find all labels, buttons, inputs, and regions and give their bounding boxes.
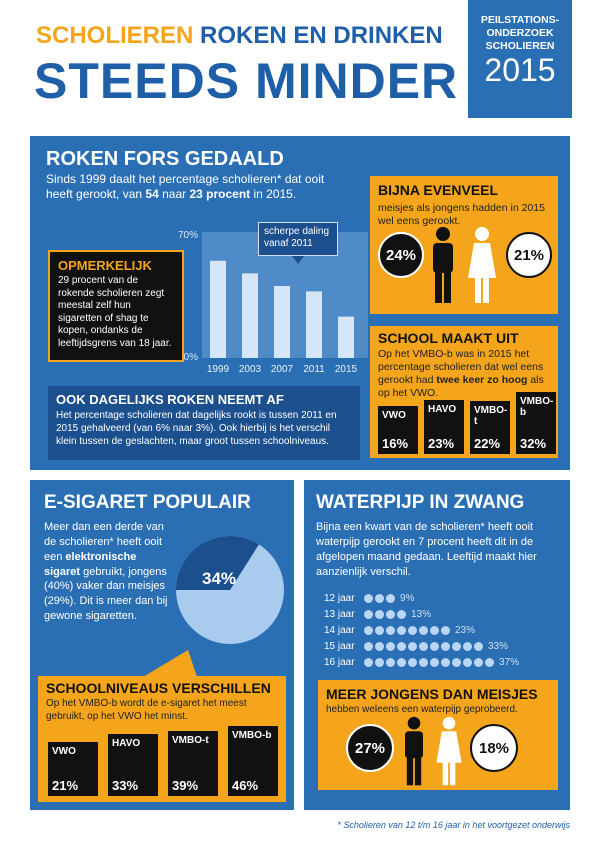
jongens-heading: MEER JONGENS DAN MEISJES (326, 686, 538, 702)
title-scholieren: SCHOLIEREN (36, 22, 194, 49)
boy-icon (428, 226, 458, 306)
age-dot (430, 658, 439, 667)
level-bar-vmbo-t (168, 731, 218, 796)
age-dot (408, 626, 417, 635)
boys-pct: 24% (385, 246, 417, 264)
school-text-a: Op het VMBO-b was in 2015 het percentage scholieren dat wel eens gerookt had (378, 348, 544, 387)
level-name: VMBO-t (474, 404, 508, 427)
level-name: VWO (382, 410, 406, 421)
age-row (324, 622, 560, 638)
age-dot (375, 610, 384, 619)
waterpijp-text: Bijna een kwart van de scholieren* heeft ooit waterpijp gerookt en 7 procent heeft dit in de afgelopen maand gedaan. Leeftijd maakt hier aanzienlijk verschil. (316, 521, 537, 578)
level-pct: 33% (112, 777, 139, 793)
dagelijks-text: Het percentage scholieren dat dagelijks rookt is tussen 2011 en 2015 gehalveerd (van 6% naar 3%). Ook hierbij is het verschil klein tussen de geslachten, maar groot tussen schoolniveaus. (56, 410, 337, 447)
age-dot (452, 658, 461, 667)
age-dot (386, 642, 395, 651)
title-line2: STEEDS MINDER (34, 53, 459, 109)
age-rows (324, 590, 560, 670)
age-dot (485, 658, 494, 667)
age-row (324, 638, 560, 654)
age-dot (441, 642, 450, 651)
level-bar-vmbo-b (228, 726, 278, 796)
jongens-boy-icon (400, 716, 428, 788)
level-pct: 39% (172, 777, 199, 793)
age-dot (364, 626, 373, 635)
level-name: VMBO-t (172, 734, 209, 746)
age-pct: 33% (488, 640, 509, 652)
badge-line1: PEILSTATIONS- (480, 14, 560, 26)
jongens-text: hebben weleens een waterpijp geprobeerd. (326, 704, 518, 715)
age-row (324, 654, 560, 670)
header (0, 0, 600, 130)
jongens-girls-pct: 18% (478, 739, 510, 757)
jongens-girl-icon (434, 716, 464, 788)
age-dot (408, 642, 417, 651)
school-text-c: als op het VWO. (378, 374, 544, 400)
bar-2015 (338, 317, 354, 358)
age-label: 12 jaar (324, 592, 355, 604)
age-pct: 9% (400, 592, 415, 604)
age-dot (463, 642, 472, 651)
age-dot (430, 642, 439, 651)
level-pct: 21% (52, 777, 79, 793)
evenveel-text: meisjes als jongens hadden in 2015 wel eens gerookt. (378, 202, 545, 228)
esig-text-a: Meer dan een derde van de scholieren* heeft ooit een (44, 521, 164, 563)
level-pct: 23% (428, 436, 455, 451)
age-dot (474, 642, 483, 651)
level-pct: 32% (520, 436, 547, 451)
pie-label: 34% (202, 569, 237, 588)
age-dot (364, 642, 373, 651)
badge-year: 2015 (484, 52, 556, 88)
age-label: 15 jaar (324, 640, 355, 652)
x-tick-2007: 2007 (270, 364, 294, 375)
evenveel-box (370, 176, 558, 314)
age-dot (375, 594, 384, 603)
roken-heading: ROKEN FORS GEDAALD (46, 148, 284, 170)
jongens-box (318, 680, 558, 790)
waterpijp-heading: WATERPIJP IN ZWANG (316, 492, 525, 513)
bar-2003 (242, 273, 258, 358)
jongens-boys-pct: 27% (354, 739, 386, 757)
school-box (370, 326, 558, 458)
waterpijp-panel (304, 480, 570, 810)
age-dot (386, 658, 395, 667)
level-bar-vwo (48, 742, 98, 796)
level-name: VWO (52, 746, 76, 758)
age-dot (397, 610, 406, 619)
roken-intro-a: Sinds 1999 daalt het percentage scholieren* dat ooit heeft gerookt, van (46, 172, 325, 201)
esig-text-b: elektronische sigaret (44, 550, 137, 578)
level-bar-havo (108, 734, 158, 796)
x-tick-1999: 1999 (206, 364, 230, 375)
level-bar-vmbo-t (470, 401, 510, 454)
title-line1 (36, 22, 443, 50)
esig-pie-chart (170, 530, 290, 650)
title-roken-en-drinken: ROKEN EN DRINKEN (200, 22, 443, 49)
level-bar-vmbo-b (516, 392, 556, 454)
badge-line2: ONDERZOEK (486, 27, 554, 39)
level-name: HAVO (428, 403, 457, 415)
girls-pct: 21% (513, 246, 545, 264)
opmerkelijk-heading: OPMERKELIJK (58, 258, 152, 273)
roken-panel (30, 136, 570, 470)
age-dot (463, 658, 472, 667)
schoolniveaus-heading: SCHOOLNIVEAUS VERSCHILLEN (46, 680, 271, 696)
age-dot (364, 658, 373, 667)
level-name: VMBO-b (520, 396, 554, 418)
bar-2007 (274, 286, 290, 358)
age-dot (419, 658, 428, 667)
age-dot (386, 594, 395, 603)
girl-icon (466, 226, 498, 306)
roken-intro (46, 172, 346, 202)
age-dot (419, 626, 428, 635)
roken-intro-d: 23 procent (189, 187, 251, 201)
level-bar-vwo (378, 406, 418, 454)
school-heading: SCHOOL MAAKT UIT (378, 330, 519, 346)
dagelijks-heading: OOK DAGELIJKS ROKEN NEEMT AF (56, 392, 284, 407)
age-dot (419, 642, 428, 651)
level-pct: 16% (382, 436, 409, 451)
schoolniveaus-text: Op het VMBO-b wordt de e-sigaret het meest gebruikt, op het VWO het minst. (46, 698, 247, 722)
evenveel-heading: BIJNA EVENVEEL (378, 182, 499, 198)
age-row (324, 590, 560, 606)
roken-intro-b: 54 (145, 187, 159, 201)
age-dot (452, 642, 461, 651)
age-dot (474, 658, 483, 667)
x-tick-2015: 2015 (334, 364, 358, 375)
age-pct: 13% (411, 608, 432, 620)
age-label: 16 jaar (324, 656, 355, 668)
girls-circle (506, 232, 552, 278)
age-dot (397, 626, 406, 635)
level-pct: 46% (232, 778, 259, 793)
y-tick-bottom: 0% (183, 352, 198, 363)
roken-intro-e: in 2015. (250, 187, 297, 201)
age-dot (375, 626, 384, 635)
esig-heading: E-SIGARET POPULAIR (44, 492, 251, 513)
age-dot (441, 626, 450, 635)
badge (468, 0, 572, 118)
esig-text-c: gebruikt, jongens (40%) vaker dan meisjes (29%). Dit is meer dan bij gewone sigaretten. (44, 565, 168, 623)
level-name: HAVO (112, 738, 141, 750)
opmerkelijk-box (48, 250, 184, 362)
y-tick-top: 70% (177, 230, 198, 241)
boys-circle (378, 232, 424, 278)
age-dot (408, 658, 417, 667)
callout-box (258, 222, 338, 256)
jongens-girls-circle (470, 724, 518, 772)
age-dot (386, 610, 395, 619)
age-dot (364, 594, 373, 603)
x-tick-2003: 2003 (238, 364, 262, 375)
level-pct: 22% (474, 436, 501, 451)
age-row (324, 606, 560, 622)
roken-intro-c: naar (158, 187, 190, 201)
age-dot (397, 658, 406, 667)
badge-line3: SCHOLIEREN (485, 40, 555, 52)
age-dot (430, 626, 439, 635)
x-tick-2011: 2011 (303, 364, 325, 375)
jongens-boys-circle (346, 724, 394, 772)
age-pct: 23% (455, 624, 476, 636)
age-dot (375, 658, 384, 667)
age-label: 13 jaar (324, 608, 355, 620)
bar-2011 (306, 291, 322, 358)
callout-text: scherpe daling vanaf 2011 (264, 226, 330, 249)
opmerkelijk-text: 29 procent van de rokende scholieren zegt meestal zelf hun sigaretten of shag te kopen, ondanks de leeftijdsgrens van 18 jaar. (58, 275, 172, 349)
schoolniveaus-box (38, 676, 286, 802)
footnote: * Scholieren van 12 t/m 16 jaar in het voortgezet onderwijs (337, 820, 570, 830)
age-dot (364, 610, 373, 619)
esig-text (44, 520, 174, 624)
level-name: VMBO-b (232, 730, 272, 741)
age-pct: 37% (499, 656, 520, 668)
bar-1999 (210, 261, 226, 358)
school-text-b: twee keer zo hoog (436, 374, 528, 387)
dagelijks-box (48, 386, 360, 460)
age-dot (375, 642, 384, 651)
callout-pointer (292, 256, 304, 264)
esig-panel (30, 480, 294, 810)
age-label: 14 jaar (324, 624, 355, 636)
age-dot (386, 626, 395, 635)
level-bar-havo (424, 400, 464, 454)
age-dot (441, 658, 450, 667)
age-dot (397, 642, 406, 651)
